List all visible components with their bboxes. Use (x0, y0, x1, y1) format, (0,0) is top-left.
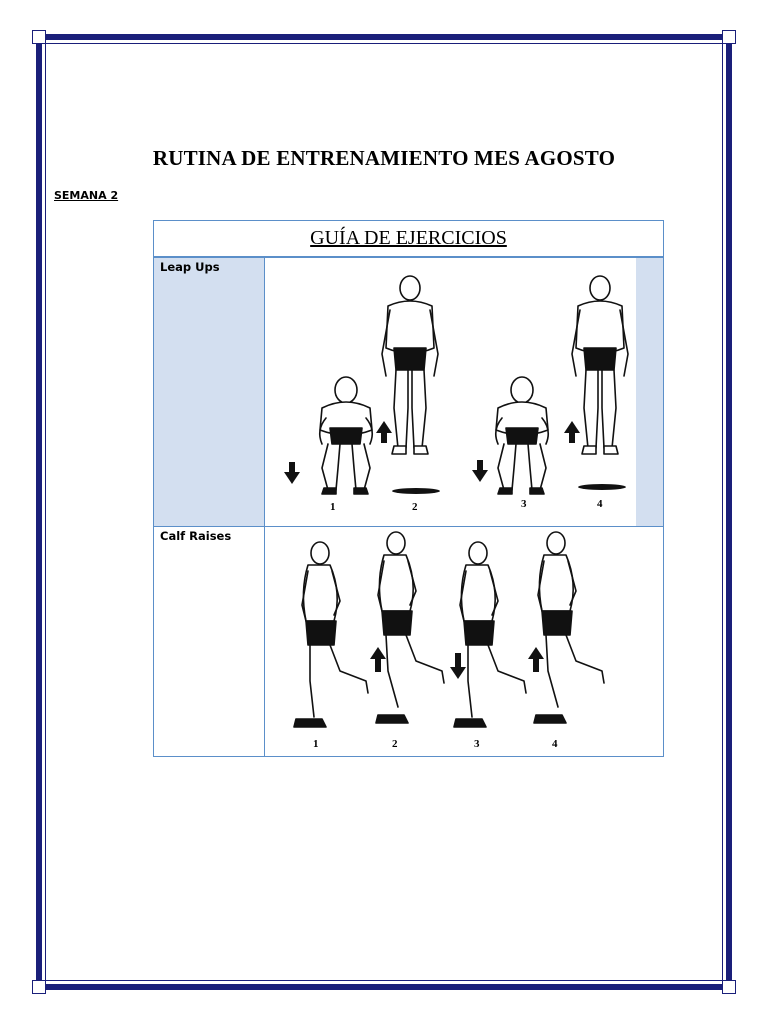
table-row-label-cell (154, 527, 265, 757)
step-number: 3 (474, 738, 480, 750)
step-number: 1 (330, 501, 336, 513)
exercise-name: Calf Raises (160, 529, 232, 543)
leap-ups-illustration (270, 258, 636, 526)
border-corner (722, 30, 736, 44)
step-number: 2 (392, 738, 398, 750)
week-label: SEMANA 2 (54, 189, 119, 202)
step-number: 2 (412, 501, 418, 513)
step-number: 4 (552, 738, 558, 750)
table-cell-fill (635, 258, 663, 526)
table-header (154, 221, 663, 258)
table-header-text: GUÍA DE EJERCICIOS (310, 227, 507, 249)
border-corner (32, 980, 46, 994)
document-title: RUTINA DE ENTRENAMIENTO MES AGOSTO (152, 146, 616, 170)
step-number: 3 (521, 498, 527, 510)
exercise-table (153, 220, 664, 757)
leap-ups-figure-svg (270, 258, 636, 526)
border-corner (32, 30, 46, 44)
border-corner (722, 980, 736, 994)
step-number: 1 (313, 738, 319, 750)
calf-raises-illustration (270, 531, 660, 753)
exercise-name: Leap Ups (160, 260, 220, 274)
calf-raises-figure-svg (270, 531, 660, 753)
table-row-label-cell (154, 258, 265, 526)
step-number: 4 (597, 498, 603, 510)
